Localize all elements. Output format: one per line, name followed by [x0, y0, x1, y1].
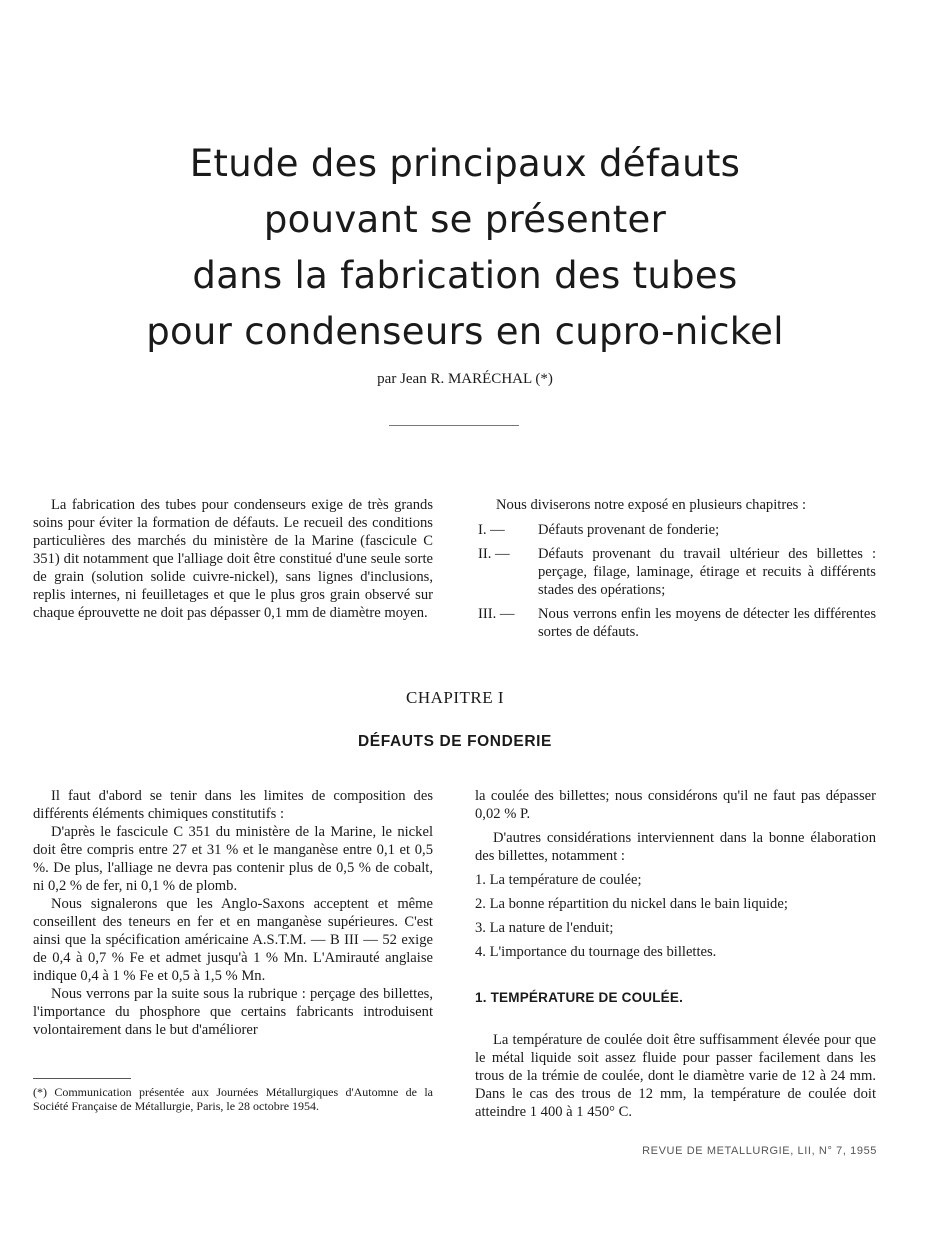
list-item: 1. La température de coulée;: [475, 872, 642, 888]
body-paragraph: Il faut d'abord se tenir dans les limites de composition des différents éléments chimiques constitutifs :: [33, 788, 433, 822]
article-title: [60, 136, 870, 360]
body-paragraph: D'autres considérations interviennent dans la bonne élaboration des billettes, notamment :: [475, 830, 876, 864]
intro-paragraph: La fabrication des tubes pour condenseurs exige de très grands soins pour éviter la formation de défauts. Le recueil des conditions particulières des marchés du ministère de la Marine (fascicule C 351) dit notamment que l'alliage doit être constitué d'une seule sorte de grain (solution solide cuivre-nickel), sans lignes d'inclusions, replis internes, ni feuilletages et que le plus gros grain observé sur chaque éprouvette ne doit pas dépasser 0,1 mm de diamètre moyen.: [33, 497, 433, 621]
byline-author: Jean R. MARÉCHAL (*): [400, 371, 553, 387]
section-heading: 1. TEMPÉRATURE DE COULÉE.: [475, 990, 684, 1005]
footnote-divider: [33, 1078, 131, 1079]
body-paragraph: D'après le fascicule C 351 du ministère de la Marine, le nickel doit être compris entre 27 et 31 % et le manganèse entre 0,1 et 0,5 %. De plus, l'alliage ne devra pas contenir plus de 0,5 % de cobalt, ni 0,2 % de fer, ni 0,1 % de plomb.: [33, 824, 433, 894]
body-right-column: [475, 787, 876, 1127]
outline-text: Nous verrons enfin les moyens de détecter les différentes sortes de défauts.: [538, 606, 876, 640]
footnote: (*) Communication présentée aux Journées Métallurgiques d'Automne de la Société Française de Métallurgie, Paris, le 28 octobre 1954.: [33, 1085, 433, 1113]
list-item: 4. L'importance du tournage des billettes.: [475, 944, 717, 960]
list-item: 3. La nature de l'enduit;: [475, 920, 614, 936]
title-line: dans la fabrication des tubes: [192, 254, 738, 297]
chapter-outline-item: [478, 521, 876, 539]
outline-number: II. —: [478, 546, 510, 562]
body-left-column: [33, 787, 433, 1039]
journal-footer: REVUE DE METALLURGIE, LII, N° 7, 1955: [642, 1145, 877, 1157]
title-line: pour condenseurs en cupro-nickel: [146, 310, 784, 353]
intro-left-column: [33, 496, 433, 622]
chapter-heading: CHAPITRE I: [405, 688, 505, 707]
outline-text: Défauts provenant du travail ultérieur des billettes : perçage, filage, laminage, étirage et recuits à différents stades des opérations;: [538, 546, 876, 598]
body-continuation: la coulée des billettes; nous considérons qu'il ne faut pas dépasser 0,02 % P.: [475, 788, 876, 822]
outline-number: III. —: [478, 606, 515, 622]
chapter-title: DÉFAUTS DE FONDERIE: [358, 733, 552, 750]
outline-number: I. —: [478, 522, 505, 538]
chapter-outline-item: [478, 545, 876, 599]
section-paragraph: La température de coulée doit être suffisamment élevée pour que le métal liquide soit assez fluide pour passer facilement dans les trous de la trémie de coulée, dont le diamètre varie de 12 à 24 mm. Dans le cas des trous de 12 mm, la température de coulée doit atteindre 1 400 à 1 450° C.: [475, 1032, 876, 1120]
chapter-outline-item: [478, 605, 876, 641]
body-paragraph: Nous verrons par la suite sous la rubrique : perçage des billettes, l'importance du phosphore que certains fabricants introduisent volontairement dans le but d'améliorer: [33, 986, 433, 1038]
list-item: 2. La bonne répartition du nickel dans le bain liquide;: [475, 896, 788, 912]
byline-prefix: par: [377, 371, 397, 387]
title-line: Etude des principaux défauts: [189, 142, 741, 185]
byline: [0, 371, 930, 388]
title-line: pouvant se présenter: [263, 198, 667, 241]
chapters-lead: Nous diviserons notre exposé en plusieurs chapitres :: [496, 497, 807, 513]
body-paragraph: Nous signalerons que les Anglo-Saxons acceptent et même conseillent des teneurs en fer et en manganèse supérieures. C'est ainsi que la spécification américaine A.S.T.M. — B III — 52 exige de 0,4 à 0,7 % Fe et admet jusqu'à 1 % Mn. L'Amirauté anglaise indique 0,4 à 1 % Fe et 0,5 à 1,5 % Mn.: [33, 896, 433, 984]
intro-right-column: [478, 496, 876, 647]
outline-text: Défauts provenant de fonderie;: [538, 522, 720, 538]
title-divider: [389, 425, 519, 426]
